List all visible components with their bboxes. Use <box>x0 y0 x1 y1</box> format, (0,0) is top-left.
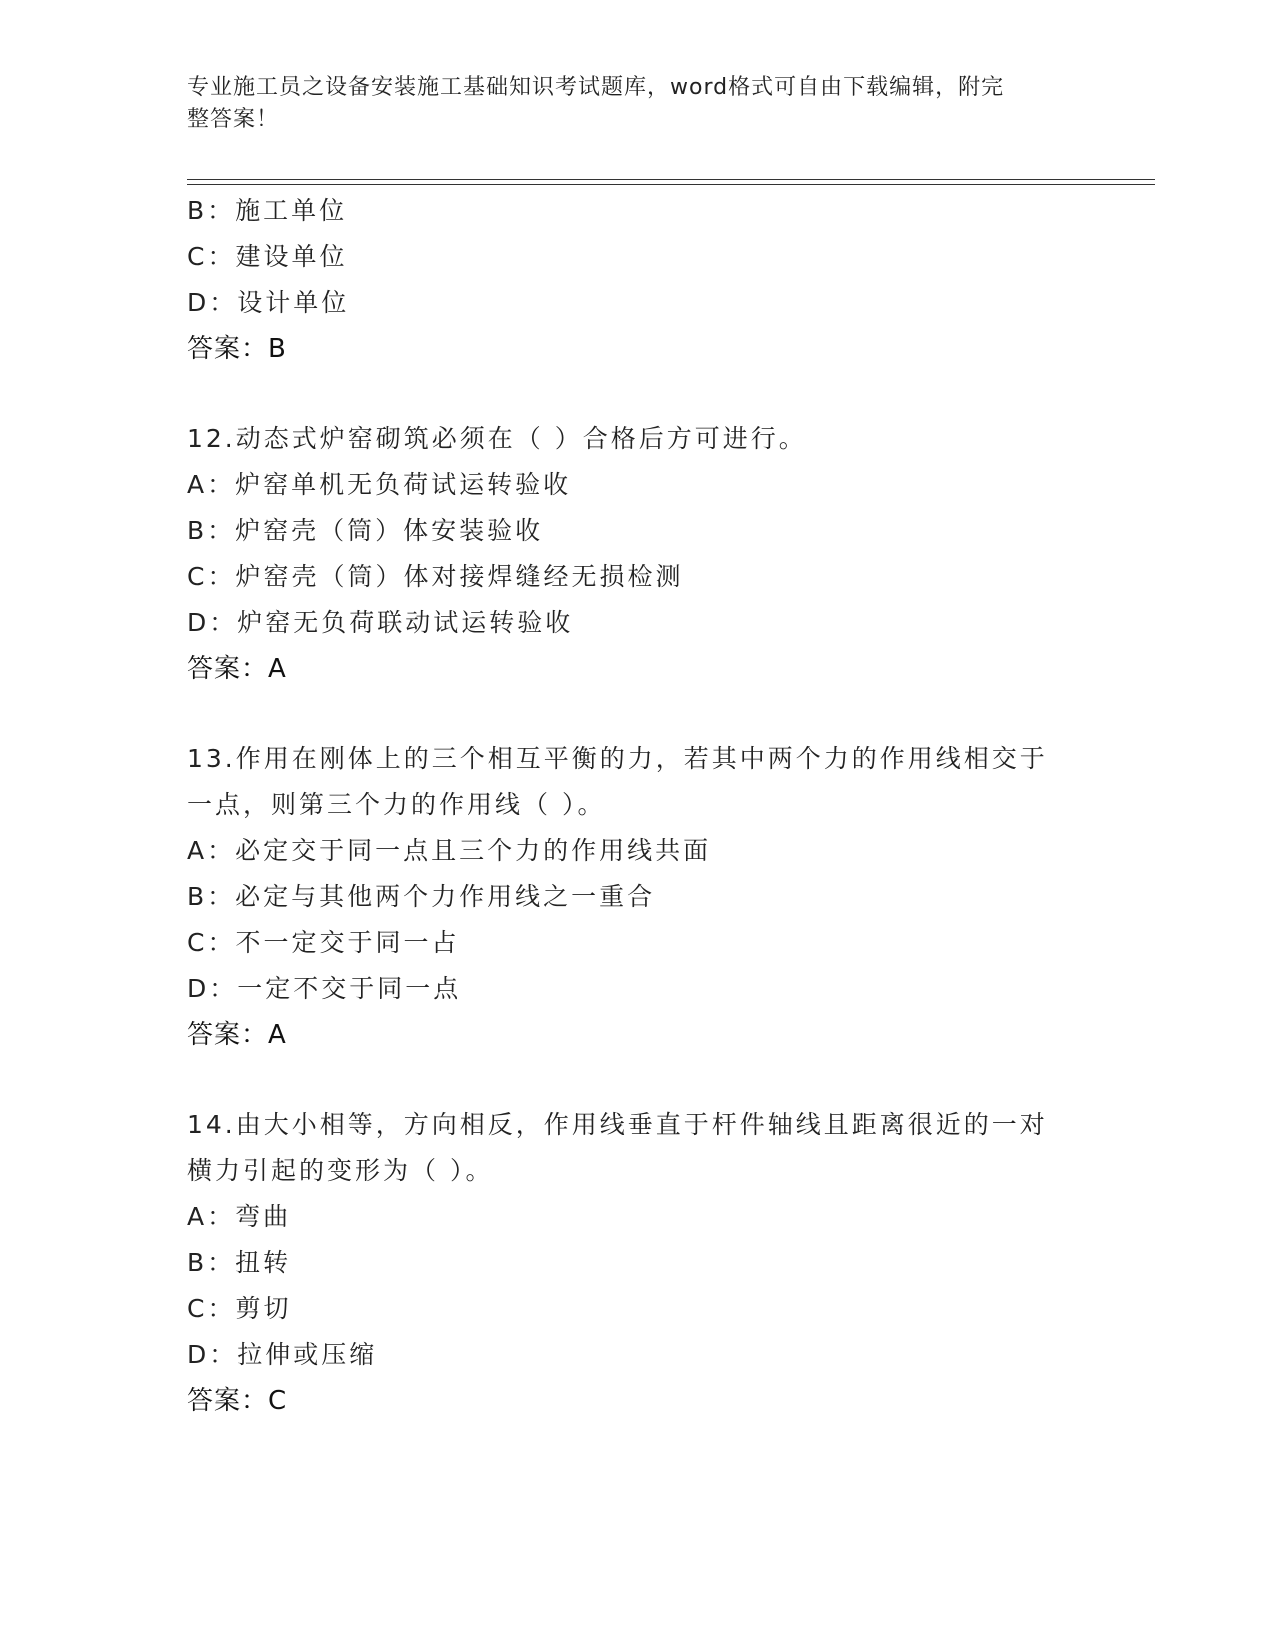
answer: 答案：A <box>187 1020 287 1050</box>
header-divider-bottom <box>187 184 1155 185</box>
option-a: A：弯曲 <box>187 1202 292 1231</box>
question-text-line-2: 一点，则第三个力的作用线（ ）。 <box>187 790 606 819</box>
option-b: B：必定与其他两个力作用线之一重合 <box>187 882 656 911</box>
spacer <box>187 692 1087 736</box>
option-d: D：炉窑无负荷联动试运转验收 <box>187 608 574 637</box>
question-text: 12.动态式炉窑砌筑必须在（ ）合格后方可进行。 <box>187 424 807 453</box>
spacer <box>187 372 1087 416</box>
option-d: D：拉伸或压缩 <box>187 1340 378 1369</box>
spacer <box>187 1058 1087 1102</box>
option-c: C：炉窑壳（筒）体对接焊缝经无损检测 <box>187 562 684 591</box>
option-c: C：剪切 <box>187 1294 292 1323</box>
header-line-1: 专业施工员之设备安装施工基础知识考试题库，word格式可自由下载编辑，附完 <box>187 75 1005 100</box>
option-b: B：扭转 <box>187 1248 292 1277</box>
answer: 答案：A <box>187 654 287 684</box>
question-text-line-1: 13.作用在刚体上的三个相互平衡的力，若其中两个力的作用线相交于 <box>187 744 1048 773</box>
answer: 答案：B <box>187 334 287 364</box>
option-b: B：施工单位 <box>187 196 348 225</box>
option-c: C：建设单位 <box>187 242 348 271</box>
header-line-2: 整答案！ <box>187 107 280 132</box>
question-13 <box>187 736 1087 1058</box>
option-a: A：必定交于同一点且三个力的作用线共面 <box>187 836 712 865</box>
question-14 <box>187 1102 1087 1424</box>
question-text-line-2: 横力引起的变形为（ ）。 <box>187 1156 494 1185</box>
question-11-tail <box>187 188 1087 372</box>
answer: 答案：C <box>187 1386 288 1416</box>
option-d: D：设计单位 <box>187 288 350 317</box>
question-12 <box>187 416 1087 692</box>
option-c: C：不一定交于同一占 <box>187 928 460 957</box>
option-b: B：炉窑壳（筒）体安装验收 <box>187 516 544 545</box>
option-a: A：炉窑单机无负荷试运转验收 <box>187 470 572 499</box>
header-divider-top <box>187 179 1155 180</box>
option-d: D：一定不交于同一点 <box>187 974 462 1003</box>
question-text-line-1: 14.由大小相等，方向相反，作用线垂直于杆件轴线且距离很近的一对 <box>187 1110 1048 1139</box>
question-list <box>187 188 1087 1424</box>
document-header <box>187 72 1067 136</box>
